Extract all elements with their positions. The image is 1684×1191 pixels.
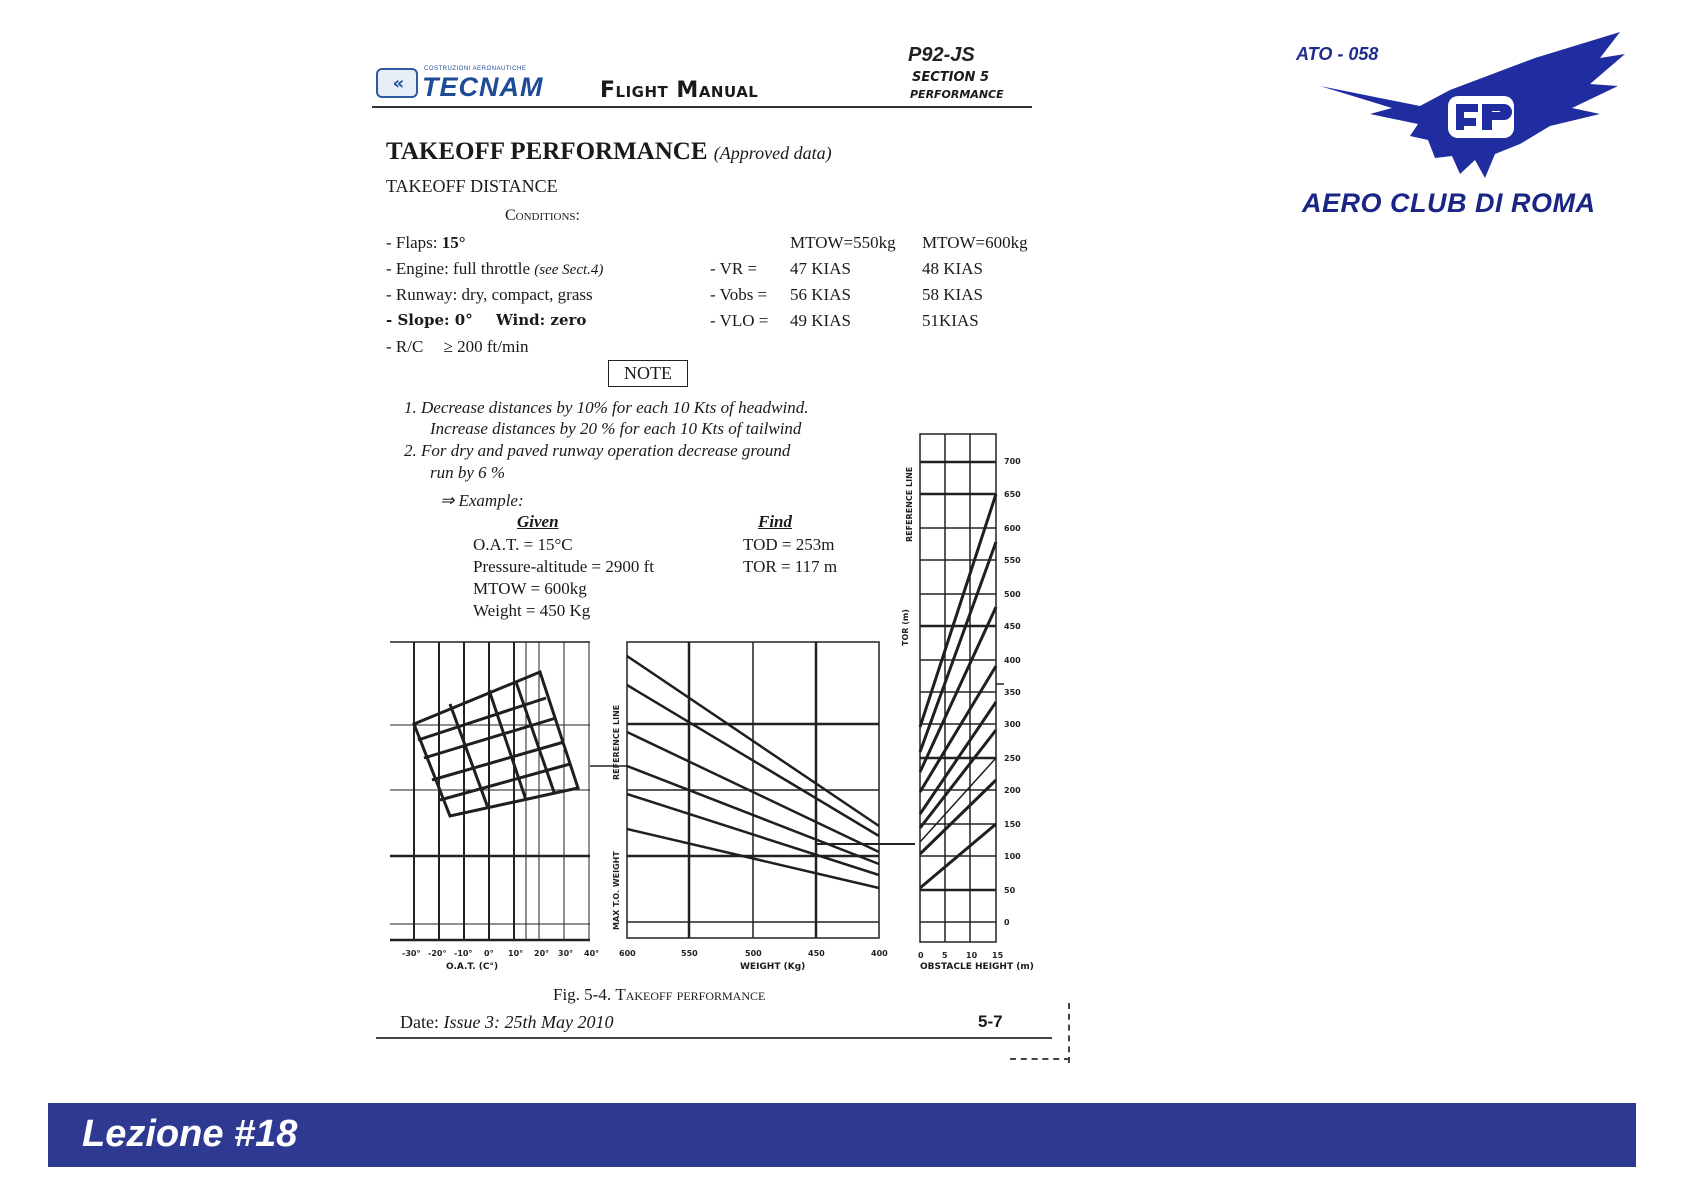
tecnam-chevron-icon: « [376,68,418,98]
svg-text:0°: 0° [484,949,494,958]
oat-altitude-chart [388,640,598,960]
svg-text:650: 650 [1004,490,1021,499]
given-weight: Weight = 450 Kg [473,601,591,620]
given-oat: O.A.T. = 15°C [473,535,573,554]
example-given-label: Given [517,512,559,531]
svg-text:50: 50 [1004,886,1016,895]
speed-vlo-label: - VLO = [710,311,769,330]
svg-text:300: 300 [1004,720,1021,729]
tecnam-brand-small: COSTRUZIONI AERONAUTICHE [424,66,527,72]
svg-text:10°: 10° [508,949,524,958]
svg-text:700: 700 [1004,457,1021,466]
tecnam-brand-name: TECNAM [422,72,544,102]
speed-vlo-600: 51KIAS [922,311,979,330]
speed-vlo-550: 49 KIAS [790,311,851,330]
obstacle-height-chart [901,432,1038,962]
tecnam-logo [376,64,546,104]
note-2a: 2. For dry and paved runway operation decrease ground [404,441,791,460]
conditions-heading: Conditions: [505,207,580,224]
speed-vobs-600: 58 KIAS [922,285,983,304]
speed-vr-label: - VR = [710,259,758,278]
svg-text:350: 350 [1004,688,1021,697]
svg-text:REFERENCE LINE: REFERENCE LINE [612,704,621,780]
svg-text:250: 250 [1004,754,1021,763]
lesson-title: Lezione #18 [82,1113,298,1155]
crop-mark-horizontal [1010,1058,1070,1060]
find-tor: TOR = 117 m [743,557,838,576]
svg-text:450: 450 [808,949,825,958]
note-1b: Increase distances by 20 % for each 10 Kts of tailwind [430,419,802,438]
svg-text:550: 550 [1004,556,1021,565]
given-mtow: MTOW = 600kg [473,579,587,598]
example-find-label: Find [758,512,793,531]
svg-text:600: 600 [1004,524,1021,533]
svg-text:100: 100 [1004,852,1021,861]
find-tod: TOD = 253m [743,535,835,554]
note-1a: 1. Decrease distances by 10% for each 10 Kts of headwind. [404,398,809,417]
speeds-header-550: MTOW=550kg [790,233,896,252]
page-number: 5-7 [978,1012,1003,1031]
note-box: NOTE [608,360,688,387]
svg-text:200: 200 [1004,786,1021,795]
svg-text:MAX T.O. WEIGHT: MAX T.O. WEIGHT [612,851,621,930]
speed-vr-550: 47 KIAS [790,259,851,278]
condition-slope-wind: - Slope: 0° Wind: zero [386,311,587,329]
section-subtitle: TAKEOFF DISTANCE [386,176,558,196]
example-label: ⇒ Example: [440,491,524,510]
svg-text:500: 500 [745,949,762,958]
speeds-header-600: MTOW=600kg [922,233,1028,252]
crop-mark-vertical [1068,1003,1070,1063]
given-pressure-altitude: Pressure-altitude = 2900 ft [473,557,654,576]
obstacle-axis-label: OBSTACLE HEIGHT (m) [920,962,1034,972]
svg-text:150: 150 [1004,820,1021,829]
svg-text:500: 500 [1004,590,1021,599]
svg-text:450: 450 [1004,622,1021,631]
manual-title: Flight Manual [600,78,759,103]
svg-text:15: 15 [992,951,1004,960]
condition-flaps: - Flaps: 15° [386,233,466,252]
svg-text:TOR (m): TOR (m) [901,609,910,646]
aircraft-model: P92-JS [908,44,975,66]
svg-text:400: 400 [1004,656,1021,665]
weight-axis-label: WEIGHT (Kg) [740,962,806,972]
svg-text:400: 400 [871,949,888,958]
svg-text:10: 10 [966,951,978,960]
speed-vobs-550: 56 KIAS [790,285,851,304]
footer-divider [376,1037,1052,1039]
issue-date: Date: Issue 3: 25th May 2010 [400,1012,614,1032]
oat-axis-label: O.A.T. (C°) [446,962,499,972]
weight-chart [612,640,888,960]
svg-text:5: 5 [942,951,948,960]
page-title [386,138,832,166]
svg-text:-30°: -30° [402,949,421,958]
club-name: AERO CLUB DI ROMA [1302,188,1596,218]
svg-text:30°: 30° [558,949,574,958]
header-divider [372,106,1032,108]
condition-engine: - Engine: full throttle (see Sect.4) [386,259,604,278]
speed-vr-600: 48 KIAS [922,259,983,278]
svg-text:REFERENCE LINE: REFERENCE LINE [905,466,914,542]
svg-text:-20°: -20° [428,949,447,958]
svg-text:600: 600 [619,949,636,958]
svg-text:-10°: -10° [454,949,473,958]
page-title-note: (Approved data) [713,143,832,163]
ato-code: ATO - 058 [1296,44,1379,64]
lesson-bar [48,1103,1636,1167]
svg-text:0: 0 [918,951,924,960]
speed-vobs-label: - Vobs = [710,285,768,304]
svg-text:0: 0 [1004,918,1010,927]
svg-text:40°: 40° [584,949,600,958]
section-name: PERFORMANCE [910,88,1004,101]
svg-text:550: 550 [681,949,698,958]
figure-caption: Fig. 5-4. Takeoff performance [553,985,766,1004]
page-title-text: TAKEOFF PERFORMANCE [386,138,708,165]
condition-rate-of-climb: - R/C ≥ 200 ft/min [386,337,529,356]
condition-runway: - Runway: dry, compact, grass [386,285,593,304]
svg-text:20°: 20° [534,949,550,958]
note-2b: run by 6 % [430,463,506,482]
section-number: SECTION 5 [912,70,989,85]
